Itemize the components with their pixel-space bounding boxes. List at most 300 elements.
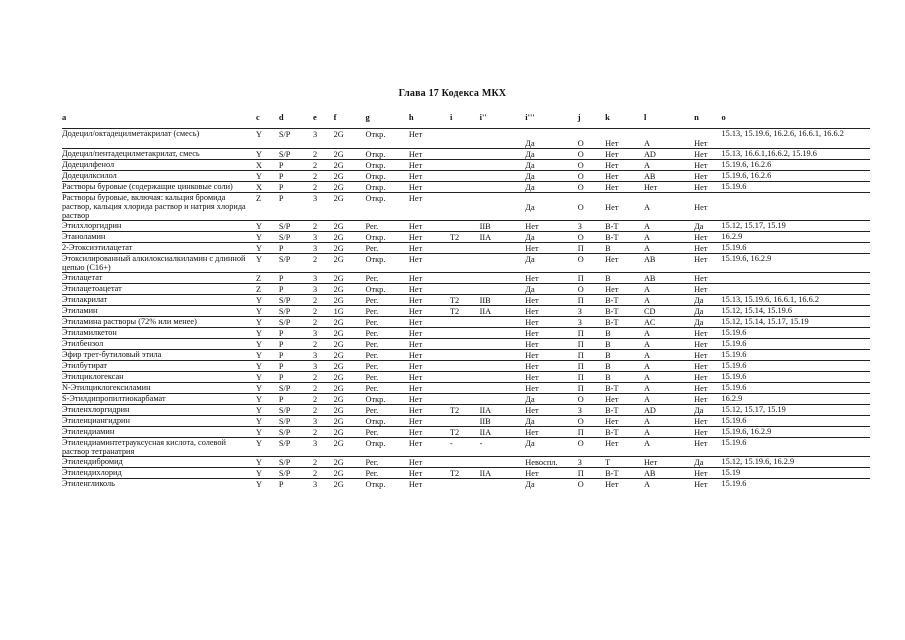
hazard: S/P — [279, 232, 313, 243]
ship-type: 2 — [313, 394, 334, 405]
tank-vents: Откр. — [366, 149, 409, 160]
environmental-control: Нет — [409, 193, 450, 221]
fire-protection: А — [644, 427, 694, 438]
flashpoint-over-60: Да — [525, 254, 577, 273]
special-requirements: 15.19.6 — [722, 416, 870, 427]
column-header: i'' — [479, 112, 487, 122]
flashpoint-over-60: Нет — [525, 328, 577, 339]
tank-type: 2G — [334, 129, 366, 149]
flashpoint-over-60: Да — [525, 416, 577, 427]
vapour-detection: Нет — [605, 479, 644, 490]
column-header: e — [313, 112, 317, 122]
ship-type: 3 — [313, 350, 334, 361]
special-requirements: 15.13, 15.19.6, 16.6.1, 16.6.2 — [722, 295, 870, 306]
temperature-class — [450, 457, 480, 468]
fire-protection: CD — [644, 306, 694, 317]
table-row — [62, 182, 870, 193]
apparatus-group: IIB — [480, 221, 526, 232]
apparatus-group — [480, 457, 526, 468]
special-requirements: 15.12, 15.14, 15.17, 15.19 — [722, 317, 870, 328]
tank-type: 2G — [334, 468, 366, 479]
column-header: l — [643, 112, 647, 122]
fire-protection: А — [644, 479, 694, 490]
substance-name: Этиламилкетон — [62, 328, 256, 339]
apparatus-group — [480, 383, 526, 394]
special-requirements: 15.19.6 — [722, 182, 870, 193]
special-requirements: 15.19.6 — [722, 350, 870, 361]
gauging: О — [578, 232, 605, 243]
tank-type: 2G — [334, 254, 366, 273]
substance-name: Додецил/пентадецилметакрилат, смесь — [62, 149, 256, 160]
table-row — [62, 317, 870, 328]
gauging: П — [578, 361, 605, 372]
hazard: S/P — [279, 405, 313, 416]
gauging: О — [578, 182, 605, 193]
table-row — [62, 438, 870, 457]
substance-name: Этиленхлоргидрин — [62, 405, 256, 416]
tank-type: 2G — [334, 328, 366, 339]
tank-vents: Откр. — [366, 171, 409, 182]
emergency-equipment: Нет — [694, 383, 721, 394]
tank-vents: Откр. — [366, 416, 409, 427]
column-header: i''' — [525, 112, 535, 122]
flashpoint-over-60: Нет — [525, 383, 577, 394]
hazard: S/P — [279, 427, 313, 438]
gauging: З — [578, 457, 605, 468]
pollution-category: Y — [256, 254, 279, 273]
gauging: З — [578, 221, 605, 232]
tank-type: 2G — [334, 457, 366, 468]
hazard: S/P — [279, 254, 313, 273]
substance-name: Этилацетат — [62, 273, 256, 284]
fire-protection: А — [644, 284, 694, 295]
substance-name: Эфир трет-бутиловый этила — [62, 350, 256, 361]
vapour-detection: В — [605, 372, 644, 383]
hazard: S/P — [279, 295, 313, 306]
column-header: c — [256, 112, 260, 122]
tank-vents: Рег. — [366, 457, 409, 468]
ship-type: 2 — [313, 457, 334, 468]
vapour-detection: В-Т — [605, 306, 644, 317]
tank-vents: Рег. — [366, 405, 409, 416]
ship-type: 2 — [313, 372, 334, 383]
pollution-category: Y — [256, 149, 279, 160]
temperature-class — [450, 339, 480, 350]
emergency-equipment: Да — [694, 295, 721, 306]
flashpoint-over-60: Нет — [525, 339, 577, 350]
temperature-class — [450, 372, 480, 383]
vapour-detection: Нет — [605, 129, 644, 149]
emergency-equipment: Нет — [694, 273, 721, 284]
column-header: h — [408, 112, 414, 122]
ship-type: 3 — [313, 193, 334, 221]
substance-name: Этоксилированный алкилоксиалкиламин с длинной цепью (С16+) — [62, 254, 256, 273]
table-row — [62, 361, 870, 372]
temperature-class — [450, 254, 480, 273]
hazard: P — [279, 273, 313, 284]
ship-type: 2 — [313, 339, 334, 350]
pollution-category: Y — [256, 295, 279, 306]
table-row — [62, 468, 870, 479]
tank-vents: Рег. — [366, 339, 409, 350]
hazard: P — [279, 193, 313, 221]
special-requirements: 15.13, 16.6.1,16.6.2, 15.19.6 — [722, 149, 870, 160]
fire-protection: AD — [644, 149, 694, 160]
apparatus-group — [480, 193, 526, 221]
temperature-class — [450, 160, 480, 171]
ship-type: 2 — [313, 149, 334, 160]
tank-vents: Откр. — [366, 394, 409, 405]
apparatus-group — [480, 129, 526, 149]
fire-protection: А — [644, 361, 694, 372]
special-requirements: 15.19.6 — [722, 328, 870, 339]
vapour-detection: Нет — [605, 438, 644, 457]
tank-vents: Рег. — [366, 317, 409, 328]
gauging: П — [578, 339, 605, 350]
fire-protection: А — [644, 232, 694, 243]
tank-type: 2G — [334, 479, 366, 490]
fire-protection: Нет — [644, 457, 694, 468]
apparatus-group — [480, 361, 526, 372]
table-row — [62, 457, 870, 468]
temperature-class — [450, 129, 480, 149]
column-header: i — [449, 112, 453, 122]
temperature-class — [450, 328, 480, 339]
column-header: f — [333, 112, 337, 122]
flashpoint-over-60: Да — [525, 232, 577, 243]
apparatus-group — [480, 243, 526, 254]
flashpoint-over-60: Нет — [525, 427, 577, 438]
gauging: П — [578, 468, 605, 479]
pollution-category: Y — [256, 383, 279, 394]
hazard: S/P — [279, 317, 313, 328]
environmental-control: Нет — [409, 129, 450, 149]
flashpoint-over-60: Да — [525, 438, 577, 457]
environmental-control: Нет — [409, 372, 450, 383]
temperature-class — [450, 394, 480, 405]
temperature-class: T2 — [450, 405, 480, 416]
ship-type: 2 — [313, 295, 334, 306]
ship-type: 2 — [313, 306, 334, 317]
emergency-equipment: Нет — [694, 284, 721, 295]
gauging: П — [578, 243, 605, 254]
emergency-equipment: Нет — [694, 193, 721, 221]
hazard: P — [279, 394, 313, 405]
vapour-detection: В — [605, 339, 644, 350]
special-requirements: 15.19.6 — [722, 372, 870, 383]
emergency-equipment: Нет — [694, 416, 721, 427]
tank-vents: Рег. — [366, 361, 409, 372]
vapour-detection: Нет — [605, 416, 644, 427]
tank-vents: Рег. — [366, 295, 409, 306]
emergency-equipment: Нет — [694, 232, 721, 243]
tank-type: 2G — [334, 193, 366, 221]
pollution-category: Y — [256, 394, 279, 405]
vapour-detection: Нет — [605, 182, 644, 193]
substance-name: Этиленгликоль — [62, 479, 256, 490]
gauging: О — [578, 171, 605, 182]
apparatus-group — [480, 182, 526, 193]
vapour-detection: В — [605, 243, 644, 254]
flashpoint-over-60: Нет — [525, 405, 577, 416]
flashpoint-over-60: Нет — [525, 273, 577, 284]
vapour-detection: В-Т — [605, 383, 644, 394]
environmental-control: Нет — [409, 468, 450, 479]
hazard: P — [279, 339, 313, 350]
temperature-class — [450, 182, 480, 193]
tank-type: 2G — [334, 416, 366, 427]
hazard: S/P — [279, 129, 313, 149]
temperature-class — [450, 284, 480, 295]
fire-protection: А — [644, 193, 694, 221]
table-row — [62, 160, 870, 171]
hazard: S/P — [279, 457, 313, 468]
apparatus-group — [480, 160, 526, 171]
ship-type: 3 — [313, 129, 334, 149]
tank-vents: Откр. — [366, 254, 409, 273]
tank-vents: Откр. — [366, 479, 409, 490]
apparatus-group: IIA — [480, 405, 526, 416]
page-title: Глава 17 Кодекса МКХ — [398, 88, 507, 99]
table-row — [62, 405, 870, 416]
hazard: S/P — [279, 438, 313, 457]
emergency-equipment: Нет — [694, 350, 721, 361]
ship-type: 3 — [313, 232, 334, 243]
vapour-detection: В-Т — [605, 427, 644, 438]
emergency-equipment: Нет — [694, 254, 721, 273]
gauging: О — [578, 254, 605, 273]
tank-type: 2G — [334, 372, 366, 383]
hazard: P — [279, 350, 313, 361]
environmental-control: Нет — [409, 427, 450, 438]
emergency-equipment: Да — [694, 221, 721, 232]
vapour-detection: Нет — [605, 254, 644, 273]
temperature-class: T2 — [450, 295, 480, 306]
emergency-equipment: Нет — [694, 129, 721, 149]
gauging: З — [578, 405, 605, 416]
hazard: P — [279, 328, 313, 339]
hazard: S/P — [279, 468, 313, 479]
table-row — [62, 479, 870, 490]
apparatus-group: IIA — [480, 306, 526, 317]
environmental-control: Нет — [409, 182, 450, 193]
vapour-detection: В — [605, 328, 644, 339]
fire-protection: А — [644, 438, 694, 457]
table-row — [62, 350, 870, 361]
fire-protection: AD — [644, 405, 694, 416]
fire-protection: AB — [644, 171, 694, 182]
vapour-detection: Нет — [605, 160, 644, 171]
environmental-control: Нет — [409, 438, 450, 457]
emergency-equipment: Нет — [694, 339, 721, 350]
pollution-category: X — [256, 182, 279, 193]
ship-type: 3 — [313, 273, 334, 284]
tank-type: 1G — [334, 306, 366, 317]
flashpoint-over-60: Да — [525, 160, 577, 171]
flashpoint-over-60: Да — [525, 149, 577, 160]
substance-name: Этиламин — [62, 306, 256, 317]
ship-type: 2 — [313, 427, 334, 438]
environmental-control: Нет — [409, 317, 450, 328]
substance-name: Этилбензол — [62, 339, 256, 350]
special-requirements: 15.19.6 — [722, 243, 870, 254]
tank-type: 2G — [334, 284, 366, 295]
temperature-class — [450, 479, 480, 490]
substance-name: Этилендиаминтетрауксусная кислота, солевой раствор тетранатрия — [62, 438, 256, 457]
gauging: П — [578, 295, 605, 306]
emergency-equipment: Нет — [694, 479, 721, 490]
column-header: a — [62, 112, 67, 122]
ship-type: 3 — [313, 479, 334, 490]
special-requirements: 15.19.6 — [722, 479, 870, 490]
substance-name: Додецил/октадецилметакрилат (смесь) — [62, 129, 256, 149]
column-header: d — [278, 112, 284, 122]
gauging: П — [578, 273, 605, 284]
hazard: P — [279, 361, 313, 372]
apparatus-group — [480, 339, 526, 350]
apparatus-group — [480, 254, 526, 273]
environmental-control: Нет — [409, 273, 450, 284]
ship-type: 3 — [313, 416, 334, 427]
pollution-category: Y — [256, 221, 279, 232]
pollution-category: Y — [256, 372, 279, 383]
gauging: О — [578, 129, 605, 149]
pollution-category: Y — [256, 405, 279, 416]
tank-vents: Рег. — [366, 468, 409, 479]
ship-type: 2 — [313, 171, 334, 182]
column-header: o — [721, 112, 726, 122]
flashpoint-over-60: Да — [525, 394, 577, 405]
flashpoint-over-60: Нет — [525, 468, 577, 479]
environmental-control: Нет — [409, 457, 450, 468]
pollution-category: X — [256, 160, 279, 171]
apparatus-group — [480, 149, 526, 160]
fire-protection: А — [644, 243, 694, 254]
ship-type: 3 — [313, 361, 334, 372]
tank-type: 2G — [334, 221, 366, 232]
vapour-detection: В-Т — [605, 317, 644, 328]
apparatus-group — [480, 273, 526, 284]
tank-vents: Рег. — [366, 350, 409, 361]
fire-protection: А — [644, 383, 694, 394]
emergency-equipment: Да — [694, 317, 721, 328]
table-row — [62, 221, 870, 232]
emergency-equipment: Нет — [694, 438, 721, 457]
environmental-control: Нет — [409, 243, 450, 254]
environmental-control: Нет — [409, 405, 450, 416]
flashpoint-over-60: Нет — [525, 295, 577, 306]
flashpoint-over-60: Да — [525, 193, 577, 221]
tank-vents: Рег. — [366, 273, 409, 284]
ship-type: 2 — [313, 468, 334, 479]
gauging: П — [578, 372, 605, 383]
substance-name: Этаноламин — [62, 232, 256, 243]
apparatus-group — [480, 284, 526, 295]
table-row — [62, 372, 870, 383]
gauging: О — [578, 394, 605, 405]
flashpoint-over-60: Нет — [525, 350, 577, 361]
environmental-control: Нет — [409, 350, 450, 361]
vapour-detection: В — [605, 350, 644, 361]
temperature-class — [450, 193, 480, 221]
hazard: P — [279, 372, 313, 383]
ship-type: 2 — [313, 182, 334, 193]
flashpoint-over-60: Нет — [525, 317, 577, 328]
ship-type: 3 — [313, 328, 334, 339]
vapour-detection: Нет — [605, 193, 644, 221]
vapour-detection: В-Т — [605, 221, 644, 232]
apparatus-group — [480, 350, 526, 361]
special-requirements — [722, 273, 870, 284]
ship-type: 2 — [313, 383, 334, 394]
table-row — [62, 129, 870, 149]
gauging: П — [578, 328, 605, 339]
column-header: g — [365, 112, 370, 122]
substance-name: Растворы буровые (содержащие цинковые соли) — [62, 182, 256, 193]
environmental-control: Нет — [409, 328, 450, 339]
environmental-control: Нет — [409, 306, 450, 317]
pollution-category: Y — [256, 457, 279, 468]
pollution-category: Y — [256, 306, 279, 317]
environmental-control: Нет — [409, 284, 450, 295]
flashpoint-over-60: Нет — [525, 243, 577, 254]
hazard: P — [279, 182, 313, 193]
substance-name: Этилакрилат — [62, 295, 256, 306]
special-requirements: 15.19.6, 16.2.6 — [722, 171, 870, 182]
pollution-category: Z — [256, 273, 279, 284]
substance-name: S-Этилдипропилтиокарбамат — [62, 394, 256, 405]
apparatus-group: IIA — [480, 468, 526, 479]
apparatus-group: IIB — [480, 295, 526, 306]
emergency-equipment: Нет — [694, 328, 721, 339]
vapour-detection: В — [605, 361, 644, 372]
environmental-control: Нет — [409, 339, 450, 350]
flashpoint-over-60: Нет — [525, 361, 577, 372]
vapour-detection: Нет — [605, 284, 644, 295]
emergency-equipment: Да — [694, 405, 721, 416]
pollution-category: Y — [256, 479, 279, 490]
emergency-equipment: Нет — [694, 160, 721, 171]
apparatus-group — [480, 394, 526, 405]
fire-protection: А — [644, 350, 694, 361]
gauging: П — [578, 427, 605, 438]
ship-type: 2 — [313, 317, 334, 328]
tank-vents: Откр. — [366, 129, 409, 149]
special-requirements: 15.13, 15.19.6, 16.2.6, 16.6.1, 16.6.2 — [722, 129, 870, 149]
special-requirements: 15.19.6 — [722, 361, 870, 372]
temperature-class — [450, 416, 480, 427]
special-requirements: 16.2.9 — [722, 232, 870, 243]
gauging: П — [578, 383, 605, 394]
special-requirements: 15.12, 15.17, 15.19 — [722, 221, 870, 232]
gauging: О — [578, 416, 605, 427]
fire-protection: А — [644, 295, 694, 306]
special-requirements: 15.19.6 — [722, 438, 870, 457]
gauging: О — [578, 160, 605, 171]
tank-vents: Откр. — [366, 160, 409, 171]
tank-type: 2G — [334, 350, 366, 361]
apparatus-group — [480, 479, 526, 490]
tank-type: 2G — [334, 361, 366, 372]
vapour-detection: В — [605, 273, 644, 284]
fire-protection: AC — [644, 317, 694, 328]
table-row — [62, 273, 870, 284]
environmental-control: Нет — [409, 149, 450, 160]
pollution-category: Y — [256, 339, 279, 350]
flashpoint-over-60: Невоспл. — [525, 457, 577, 468]
substance-name: N-Этилциклогексиламин — [62, 383, 256, 394]
substance-name: Растворы буровые, включая: кальция бромида раствор, кальция хлорида раствор и натрия хлорида раствор — [62, 193, 256, 221]
